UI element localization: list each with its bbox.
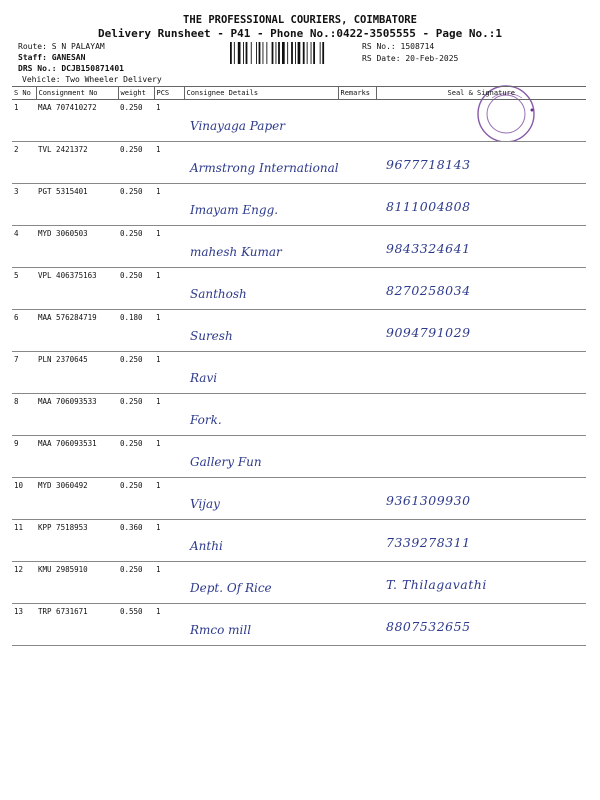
row-sno: 9	[12, 436, 36, 478]
vehicle-label: Vehicle: Two Wheeler Delivery	[22, 75, 162, 84]
row-consignee-handwritten: Anthi	[190, 539, 223, 553]
row-consignment-no: KMU 2985910	[36, 562, 118, 604]
row-sno: 3	[12, 184, 36, 226]
row-consignment-no: TVL 2421372	[36, 142, 118, 184]
row-weight: 0.250	[118, 562, 154, 604]
table-row	[12, 142, 586, 184]
row-signature-phone: 9094791029	[386, 325, 471, 340]
row-consignment-no: PGT 5315401	[36, 184, 118, 226]
row-seal-signature	[376, 142, 586, 184]
row-seal-signature	[376, 478, 586, 520]
col-weight: weight	[118, 87, 154, 100]
row-weight: 0.250	[118, 142, 154, 184]
row-seal-signature	[376, 226, 586, 268]
row-remarks	[338, 520, 376, 562]
table-header-row	[12, 87, 586, 100]
row-consignment-no: MAA 706093533	[36, 394, 118, 436]
row-remarks	[338, 394, 376, 436]
row-pcs: 1	[154, 520, 184, 562]
route-label: Route: S N PALAYAM	[18, 42, 105, 51]
table-row	[12, 310, 586, 352]
table-row	[12, 100, 586, 142]
col-consignment: Consignment No	[36, 87, 118, 100]
table-row	[12, 478, 586, 520]
row-consignee-cell	[184, 268, 338, 310]
row-consignee-handwritten: Armstrong International	[190, 161, 339, 175]
row-consignee-handwritten: mahesh Kumar	[190, 245, 282, 259]
row-weight: 0.250	[118, 184, 154, 226]
row-pcs: 1	[154, 394, 184, 436]
row-signature-phone: 9843324641	[386, 241, 471, 256]
row-consignee-cell	[184, 100, 338, 142]
row-seal-signature	[376, 352, 586, 394]
row-weight: 0.250	[118, 352, 154, 394]
row-weight: 0.250	[118, 436, 154, 478]
row-consignee-handwritten: Gallery Fun	[190, 455, 262, 469]
row-weight: 0.250	[118, 268, 154, 310]
row-consignee-handwritten: Rmco mill	[190, 623, 252, 637]
row-pcs: 1	[154, 100, 184, 142]
row-consignment-no: MAA 576284719	[36, 310, 118, 352]
row-seal-signature	[376, 520, 586, 562]
row-consignee-cell	[184, 352, 338, 394]
row-seal-signature	[376, 604, 586, 646]
row-sno: 10	[12, 478, 36, 520]
table-row	[12, 520, 586, 562]
row-remarks	[338, 436, 376, 478]
table-row	[12, 184, 586, 226]
row-remarks	[338, 100, 376, 142]
row-consignee-cell	[184, 184, 338, 226]
row-pcs: 1	[154, 562, 184, 604]
row-pcs: 1	[154, 142, 184, 184]
row-pcs: 1	[154, 184, 184, 226]
row-consignee-handwritten: Vijay	[190, 497, 220, 511]
rs-date: RS Date: 20-Feb-2025	[362, 54, 459, 63]
row-sno: 11	[12, 520, 36, 562]
row-consignee-handwritten: Imayam Engg.	[190, 203, 279, 217]
row-consignment-no: MYD 3060503	[36, 226, 118, 268]
table-row	[12, 268, 586, 310]
row-pcs: 1	[154, 436, 184, 478]
staff-label: Staff: GANESAN	[18, 53, 86, 62]
table-row	[12, 562, 586, 604]
row-signature-phone: T. Thilagavathi	[386, 577, 487, 592]
row-seal-signature	[376, 184, 586, 226]
row-consignee-cell	[184, 142, 338, 184]
row-consignee-handwritten: Ravi	[190, 371, 218, 385]
row-consignee-cell	[184, 310, 338, 352]
row-consignment-no: MAA 706093531	[36, 436, 118, 478]
row-sno: 1	[12, 100, 36, 142]
runsheet-table	[12, 86, 586, 646]
row-signature-phone: 7339278311	[386, 535, 471, 550]
col-remarks: Remarks	[338, 87, 376, 100]
row-seal-signature	[376, 562, 586, 604]
row-weight: 0.360	[118, 520, 154, 562]
row-consignee-cell	[184, 478, 338, 520]
drs-number: DRS No.: DCJB150871401	[18, 64, 124, 73]
row-pcs: 1	[154, 310, 184, 352]
row-consignee-handwritten: Vinayaga Paper	[190, 119, 285, 133]
row-pcs: 1	[154, 226, 184, 268]
row-consignment-no: VPL 406375163	[36, 268, 118, 310]
row-consignment-no: MAA 707410272	[36, 100, 118, 142]
row-consignee-handwritten: Suresh	[190, 329, 233, 343]
row-weight: 0.180	[118, 310, 154, 352]
row-weight: 0.250	[118, 394, 154, 436]
row-seal-signature	[376, 100, 586, 142]
row-pcs: 1	[154, 604, 184, 646]
row-weight: 0.550	[118, 604, 154, 646]
row-seal-signature	[376, 310, 586, 352]
row-consignment-no: PLN 2370645	[36, 352, 118, 394]
row-remarks	[338, 226, 376, 268]
row-sno: 13	[12, 604, 36, 646]
row-signature-phone: 8270258034	[386, 283, 471, 298]
row-consignee-cell	[184, 562, 338, 604]
row-consignee-cell	[184, 520, 338, 562]
row-consignee-cell	[184, 394, 338, 436]
row-remarks	[338, 184, 376, 226]
table-row	[12, 394, 586, 436]
row-consignee-cell	[184, 436, 338, 478]
barcode	[230, 42, 356, 64]
row-sno: 6	[12, 310, 36, 352]
table-row	[12, 604, 586, 646]
row-sno: 5	[12, 268, 36, 310]
row-consignee-cell	[184, 604, 338, 646]
table-row	[12, 226, 586, 268]
row-remarks	[338, 142, 376, 184]
runsheet-title: Delivery Runsheet - P41 - Phone No.:0422-3505555 - Page No.:1	[98, 27, 502, 40]
row-weight: 0.250	[118, 478, 154, 520]
company-name: THE PROFESSIONAL COURIERS, COIMBATORE	[183, 14, 417, 26]
row-sno: 8	[12, 394, 36, 436]
table-row	[12, 436, 586, 478]
col-pcs: PCS	[154, 87, 184, 100]
row-signature-phone: 9361309930	[386, 493, 471, 508]
row-consignment-no: TRP 6731671	[36, 604, 118, 646]
row-sno: 2	[12, 142, 36, 184]
row-weight: 0.250	[118, 100, 154, 142]
row-consignment-no: MYD 3060492	[36, 478, 118, 520]
row-seal-signature	[376, 394, 586, 436]
row-seal-signature	[376, 436, 586, 478]
row-pcs: 1	[154, 352, 184, 394]
col-consignee: Consignee Details	[184, 87, 338, 100]
row-remarks	[338, 604, 376, 646]
row-consignee-handwritten: Santhosh	[190, 287, 247, 301]
row-signature-phone: 9677718143	[386, 157, 471, 172]
row-sno: 12	[12, 562, 36, 604]
row-signature-phone: 8807532655	[386, 619, 471, 634]
row-pcs: 1	[154, 268, 184, 310]
row-sno: 4	[12, 226, 36, 268]
col-seal: Seal & Signature	[376, 87, 586, 100]
table-row	[12, 352, 586, 394]
row-consignee-handwritten: Fork.	[190, 413, 222, 427]
row-weight: 0.250	[118, 226, 154, 268]
row-consignment-no: KPP 7518953	[36, 520, 118, 562]
row-remarks	[338, 310, 376, 352]
row-consignee-handwritten: Dept. Of Rice	[190, 581, 272, 595]
row-remarks	[338, 562, 376, 604]
row-remarks	[338, 478, 376, 520]
row-pcs: 1	[154, 478, 184, 520]
row-remarks	[338, 352, 376, 394]
rs-number: RS No.: 1508714	[362, 42, 435, 51]
row-seal-signature	[376, 268, 586, 310]
row-sno: 7	[12, 352, 36, 394]
row-remarks	[338, 268, 376, 310]
col-sno: S No	[12, 87, 36, 100]
row-signature-phone: 8111004808	[386, 199, 471, 214]
row-consignee-cell	[184, 226, 338, 268]
